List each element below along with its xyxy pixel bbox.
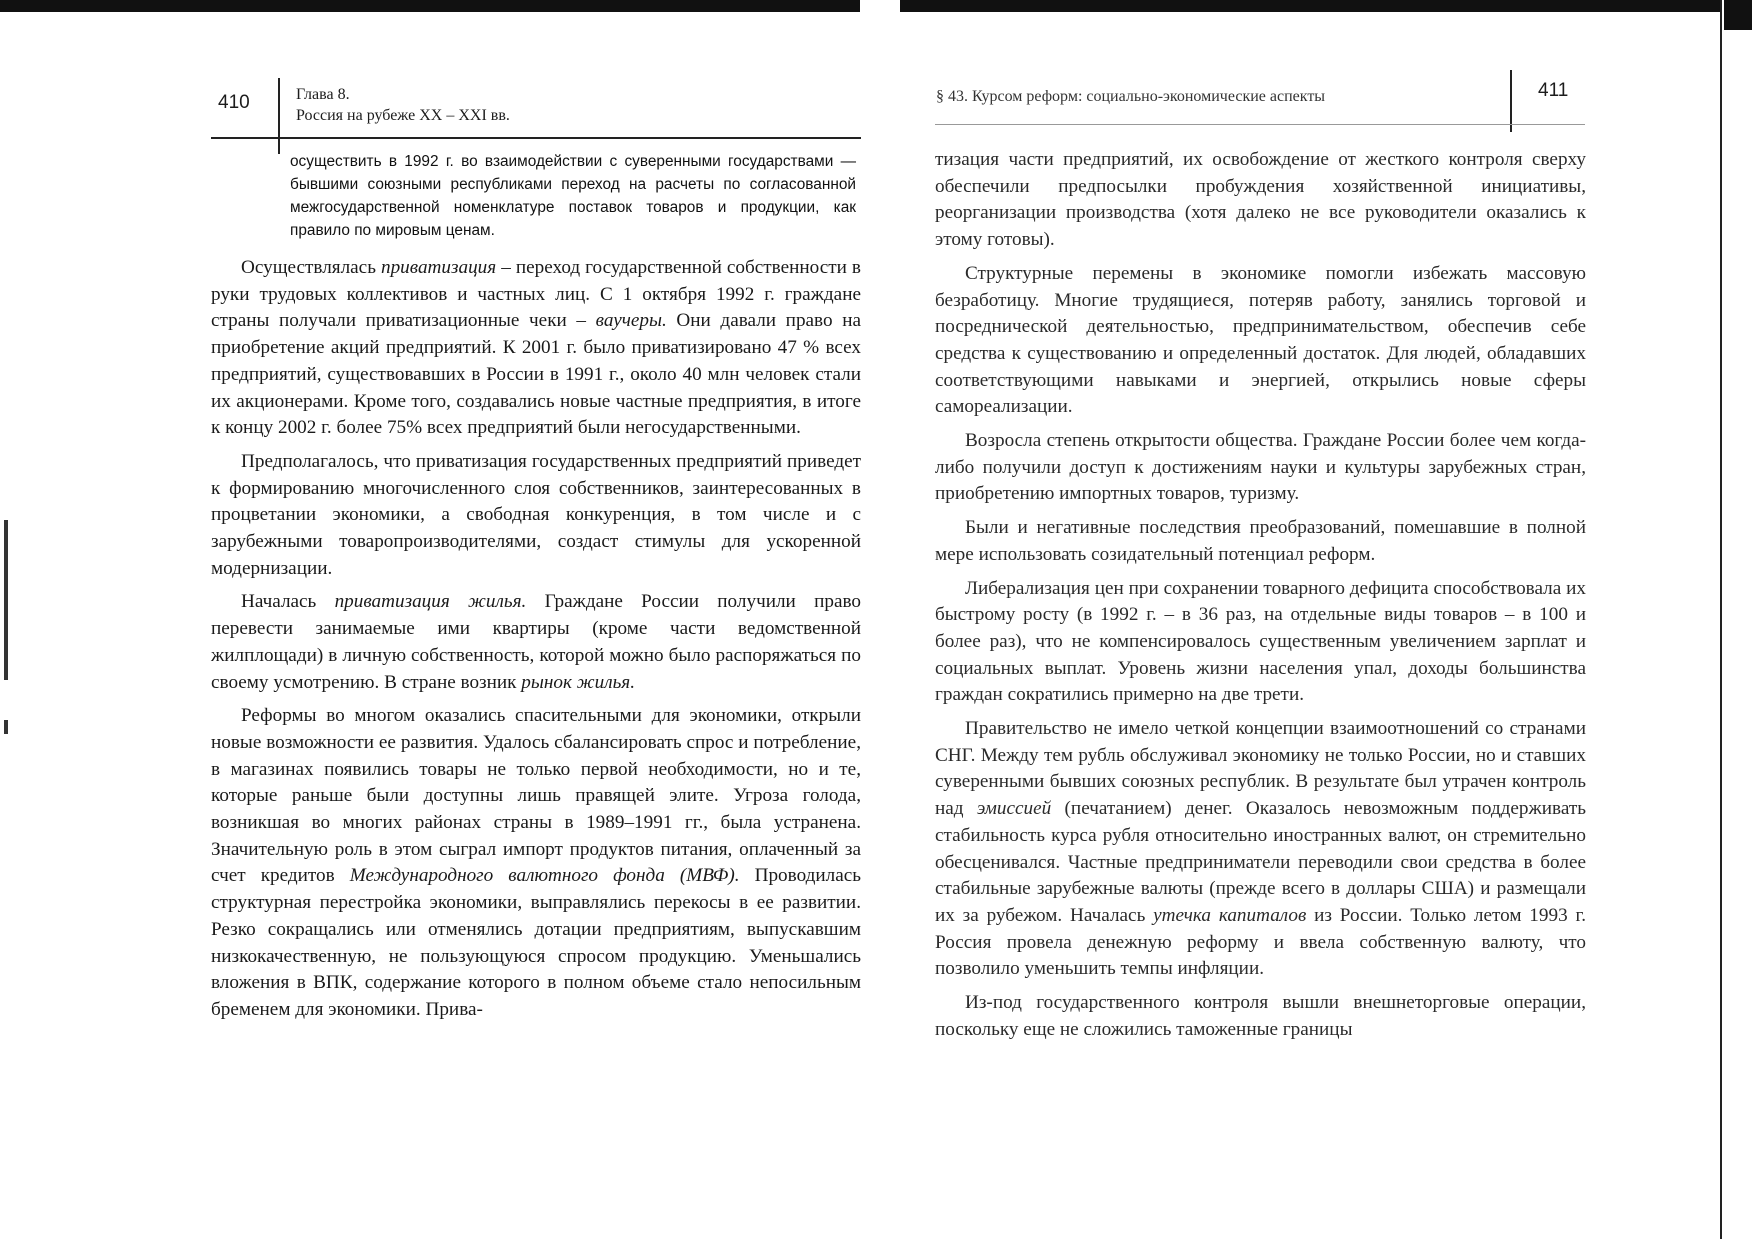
scan-right-edge	[1720, 0, 1752, 1239]
scan-gap	[860, 0, 900, 12]
paragraph-negative-effects: Были и негативные последствия преобразований, помешавшие в полной мере использовать созидательный потенциал реформ.	[935, 517, 1586, 565]
paragraph-openness: Возросла степень открытости общества. Граждане России более чем когда-либо получили доступ к достижениям науки и культуры зарубежных стран, приобретению импортных товаров, туризму.	[935, 430, 1586, 505]
scan-left-mark	[4, 520, 8, 680]
term-capital-flight: утечка капиталов	[1153, 904, 1307, 926]
left-page-body	[211, 255, 861, 1031]
term-vouchers: ваучеры.	[595, 310, 667, 332]
right-header-rule	[935, 124, 1585, 125]
left-header-rule	[211, 137, 861, 139]
paragraph-structural-changes: Структурные перемены в экономике помогли избежать массовую безработицу. Многие трудящиеся, потеряв работу, занялись торговой и посреднической деятельностью, предпринимательством, обеспечив себе средства к существованию и определенный достаток. Для людей, обладавших соответствующими навыками и энергией, открылись новые сферы самореализации.	[935, 262, 1586, 418]
left-header-divider	[278, 78, 280, 154]
term-imf: Международного валютного фонда (МВФ).	[349, 865, 740, 887]
right-running-header: § 43. Курсом реформ: социально-экономические аспекты	[936, 88, 1326, 105]
chapter-title: Россия на рубеже XX – XXI вв.	[296, 107, 510, 124]
left-running-header	[296, 84, 510, 126]
term-emission: эмиссией	[976, 798, 1052, 820]
paragraph-foreign-trade: Из-под государственного контроля вышли внешнеторговые операции, поскольку еще не сложились таможенные границы	[935, 992, 1586, 1040]
term-housing-market: рынок жилья.	[521, 671, 636, 693]
left-page-number: 410	[218, 92, 250, 113]
paragraph-price-liberalization: Либерализация цен при сохранении товарного дефицита способствовала их быстрому росту (в 1992 г. – в 36 раз, на отдельные виды товаров – в 100 и более раз), что не компенсировалось существенным увеличением зарплат и социальных выплат. Уровень жизни населения упал, доходы большинства граждан сократились примерно на две трети.	[935, 577, 1586, 706]
paragraph-expectations: Предполагалось, что приватизация государственных предприятий приведет к формированию многочисленного слоя собственников, заинтересованных в процветании экономики, а свободная конкуренция, в том числе и с зарубежными товаропроизводителями, создаст стимулы для ускоренной модернизации.	[211, 450, 861, 579]
right-header-divider	[1510, 70, 1512, 132]
scan-left-mark-small	[4, 720, 8, 734]
document-note: осуществить в 1992 г. во взаимодействии с суверенными государствами — бывшими союзными республиками переход на расчеты по согласованной межгосударственной номенклатуре поставок товаров и продукции, как правило по мировым ценам.	[290, 153, 856, 239]
paragraph-reforms-results: Реформы во многом оказались спасительными для экономики, открыли новые возможности ее развития. Удалось сбалансировать спрос и потребление, в магазинах появились товары не только первой необходимости, но и те, которые раньше были доступны лишь правящей элите. Угроза голода, возникшая во многих районах страны в 1989–1991 гг., была устранена. Значительную роль в этом сыграл импорт продуктов питания, оплаченный за счет кредитов Международного валютного фонда (МВФ). Проводилась структурная перестройка экономики, выправлялись перекосы в ее развитии. Резко сокращались или отменялись дотации предприятиям, выпускавшим низкокачественную, не пользующуюся спросом продукцию. Уменьшались вложения в ВПК, содержание которого в полном объеме стало непосильным бременем для экономики. Прива-	[211, 705, 861, 1020]
term-housing-privatization: приватизация жилья.	[334, 591, 527, 613]
paragraph-privatization: Осуществлялась приватизация – переход государственной собственности в руки трудовых коллективов и частных лиц. С 1 октября 1992 г. граждане страны получали приватизационные чеки – ваучеры. Они давали право на приобретение акций предприятий. К 2001 г. было приватизировано 47 % всех предприятий, существовавших в России в 1991 г., около 40 млн человек стали их акционерами. Кроме того, создавались новые частные предприятия, в итоге к концу 2002 г. более 75% всех предприятий были негосударственными.	[211, 257, 861, 439]
chapter-label: Глава 8.	[296, 86, 350, 103]
term-privatization: приватизация	[380, 257, 497, 278]
right-page-number: 411	[1538, 80, 1569, 101]
paragraph-privatization-continued: тизация части предприятий, их освобождение от жесткого контроля сверху обеспечили предпосылки пробуждения хозяйственной инициативы, реорганизации производства (хотя далеко не все руководители оказались к этому готовы).	[935, 149, 1586, 251]
paragraph-housing: Началась приватизация жилья. Граждане России получили право перевести занимаемые ими квартиры (кроме части ведомственной жилплощади) в личную собственность, которой можно было распоряжаться по своему усмотрению. В стране возник рынок жилья.	[211, 591, 861, 693]
paragraph-cis-relations: Правительство не имело четкой концепции взаимоотношений со странами СНГ. Между тем рубль обслуживал экономику не только России, но и ставших суверенными бывших союзных республик. В результате был утрачен контроль над эмиссией (печатанием) денег. Оказалось невозможным поддерживать стабильность курса рубля относительно иностранных валют, он стремительно обесценивался. Частные предприниматели переводили свои средства в более стабильные зарубежные валюты (прежде всего в доллары США) и размещали их за рубежом. Началась утечка капиталов из России. Только летом 1993 г. Россия провела денежную реформу и ввела собственную валюту, что позволило уменьшить темпы инфляции.	[935, 718, 1586, 980]
right-page-body	[935, 147, 1586, 1051]
